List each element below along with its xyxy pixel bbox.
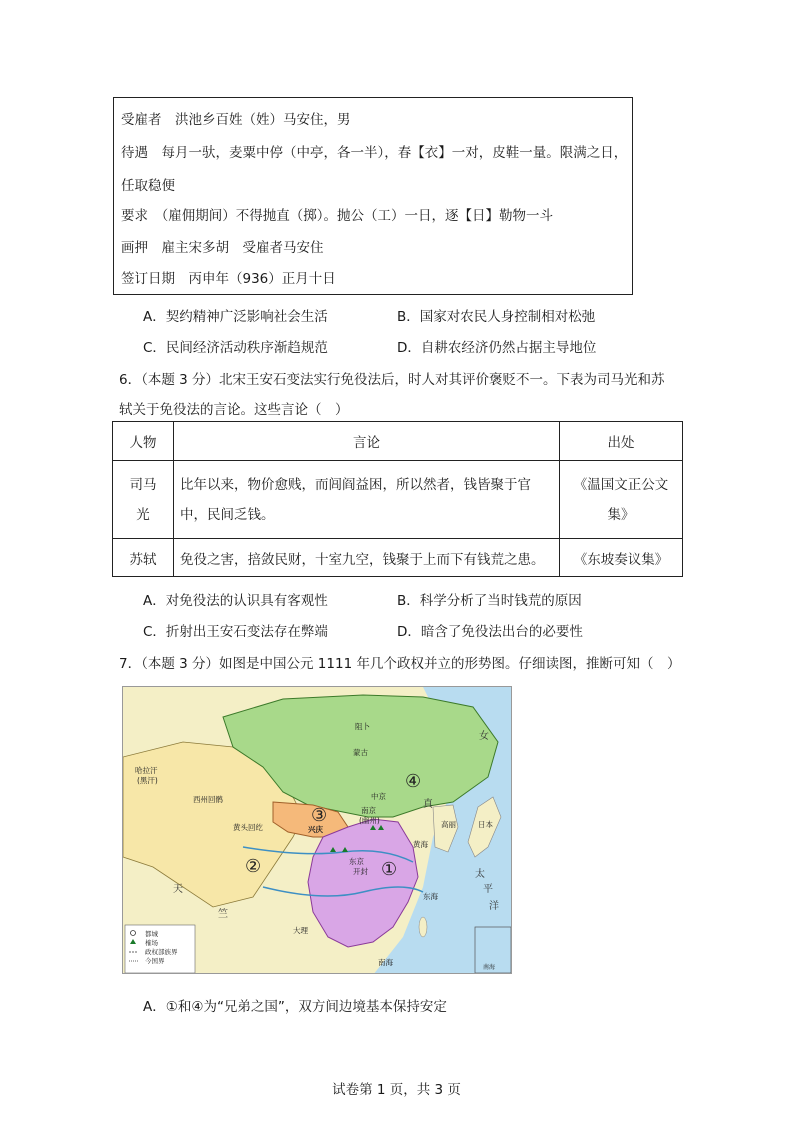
legend-modern-label: 今国界	[145, 957, 165, 965]
q7-stem: 7．（本题 3 分）如图是中国公元 1111 年几个政权并立的形势图。仔细读图，推断可知（ ）	[119, 656, 681, 672]
label-menggu: 蒙古	[353, 748, 368, 757]
label-zhu: 竺	[218, 909, 228, 920]
contract-line: 签订日期 丙申年（936）正月十日	[121, 271, 336, 287]
speech-table	[112, 421, 683, 577]
label-tian: 天	[173, 884, 183, 895]
contract-line: 受雇者 洪池乡百姓（姓）马安住，男	[121, 112, 351, 128]
label-zubu: 阻卜	[355, 722, 370, 731]
label-taiping-3: 洋	[489, 901, 499, 912]
label-nuzhen-1: 女	[479, 731, 489, 742]
map-svg	[123, 687, 512, 974]
header-source: 出处	[560, 422, 683, 461]
label-heihan: (黑汗)	[137, 776, 158, 785]
contract-line: 画押 雇主宋多胡 受雇者马安住	[121, 240, 324, 256]
label-taiping-2: 平	[483, 884, 493, 895]
map-label-3: ③	[311, 805, 328, 826]
q5-option-d[interactable]: D．自耕农经济仍然占据主导地位	[397, 340, 597, 356]
label-xizhou: 西州回鹘	[193, 795, 223, 804]
q6-stem-line1: 6．（本题 3 分）北宋王安石变法实行免役法后，时人对其评价褒贬不一。下表为司马光和苏	[119, 372, 665, 388]
q6-option-a[interactable]: A．对免役法的认识具有客观性	[143, 593, 328, 609]
label-taiping-1: 太	[475, 869, 485, 880]
q5-option-a[interactable]: A．契约精神广泛影响社会生活	[143, 309, 328, 325]
taiwan-island	[419, 917, 427, 937]
label-nanjing: 南京	[361, 806, 376, 815]
q5-option-c[interactable]: C．民间经济活动秩序渐趋规范	[143, 340, 328, 356]
contract-line: 待遇 每月一驮，麦粟中停（中亭，各一半），春【衣】一对，皮鞋一量。限满之日，	[121, 145, 628, 161]
label-kalahan: 哈拉汗	[135, 766, 158, 775]
legend-border-label: 政权部族界	[145, 948, 178, 956]
label-huangtou: 黄头回纥	[233, 823, 263, 832]
label-youzhou: (幽州)	[359, 816, 380, 825]
cell-source: 《东坡奏议集》	[560, 539, 683, 577]
label-riben: 日本	[478, 820, 493, 829]
label-nuzhen-2: 真	[423, 799, 433, 810]
map-label-1: ①	[381, 859, 398, 880]
q6-option-d[interactable]: D．暗含了免役法出台的必要性	[397, 624, 583, 640]
cell-person: 司马光	[113, 461, 174, 539]
header-person: 人物	[113, 422, 174, 461]
table-row	[113, 461, 683, 539]
label-inset: 南海	[483, 964, 496, 971]
map-label-4: ④	[405, 771, 422, 792]
legend-market-label: 榷场	[145, 939, 158, 947]
page-footer: 试卷第 1 页，共 3 页	[332, 1082, 461, 1098]
header-speech: 言论	[174, 422, 560, 461]
label-gaoli: 高丽	[441, 820, 456, 829]
q6-option-c[interactable]: C．折射出王安石变法存在弊端	[143, 624, 328, 640]
legend-capital-label: 都城	[145, 930, 158, 938]
contract-box	[113, 97, 633, 295]
label-xingqing: 兴庆	[308, 825, 323, 834]
cell-speech: 免役之害，掊敛民财，十室九空，钱聚于上而下有钱荒之患。	[174, 539, 560, 577]
label-nanhai: 南海	[378, 958, 393, 967]
cell-source: 《温国文正公文集》	[560, 461, 683, 539]
label-dali: 大理	[293, 926, 308, 935]
table-row	[113, 539, 683, 577]
label-donghai: 东海	[423, 892, 438, 901]
cell-person: 苏轼	[113, 539, 174, 577]
label-kaifeng: 开封	[353, 867, 368, 876]
table-header-row	[113, 422, 683, 461]
map-label-2: ②	[245, 856, 262, 877]
q5-option-b[interactable]: B．国家对农民人身控制相对松弛	[397, 309, 596, 325]
cell-speech: 比年以来，物价愈贱，而闾阎益困，所以然者，钱皆聚于官中，民间乏钱。	[174, 461, 560, 539]
label-zhongjing: 中京	[371, 792, 386, 801]
q7-option-a[interactable]: A．①和④为“兄弟之国”，双方间边境基本保持安定	[143, 999, 447, 1015]
q6-option-b[interactable]: B．科学分析了当时钱荒的原因	[397, 593, 582, 609]
contract-line: 任取稳便	[121, 178, 175, 194]
label-huanghai: 黄海	[413, 840, 428, 849]
contract-line: 要求 （雇佣期间）不得抛直（掷）。抛公（工）一日，逐【日】勒物一斗	[121, 208, 553, 224]
historical-map	[122, 686, 512, 974]
q6-stem-line2: 轼关于免役法的言论。这些言论（ ）	[119, 402, 349, 418]
label-dongjing: 东京	[349, 857, 364, 866]
